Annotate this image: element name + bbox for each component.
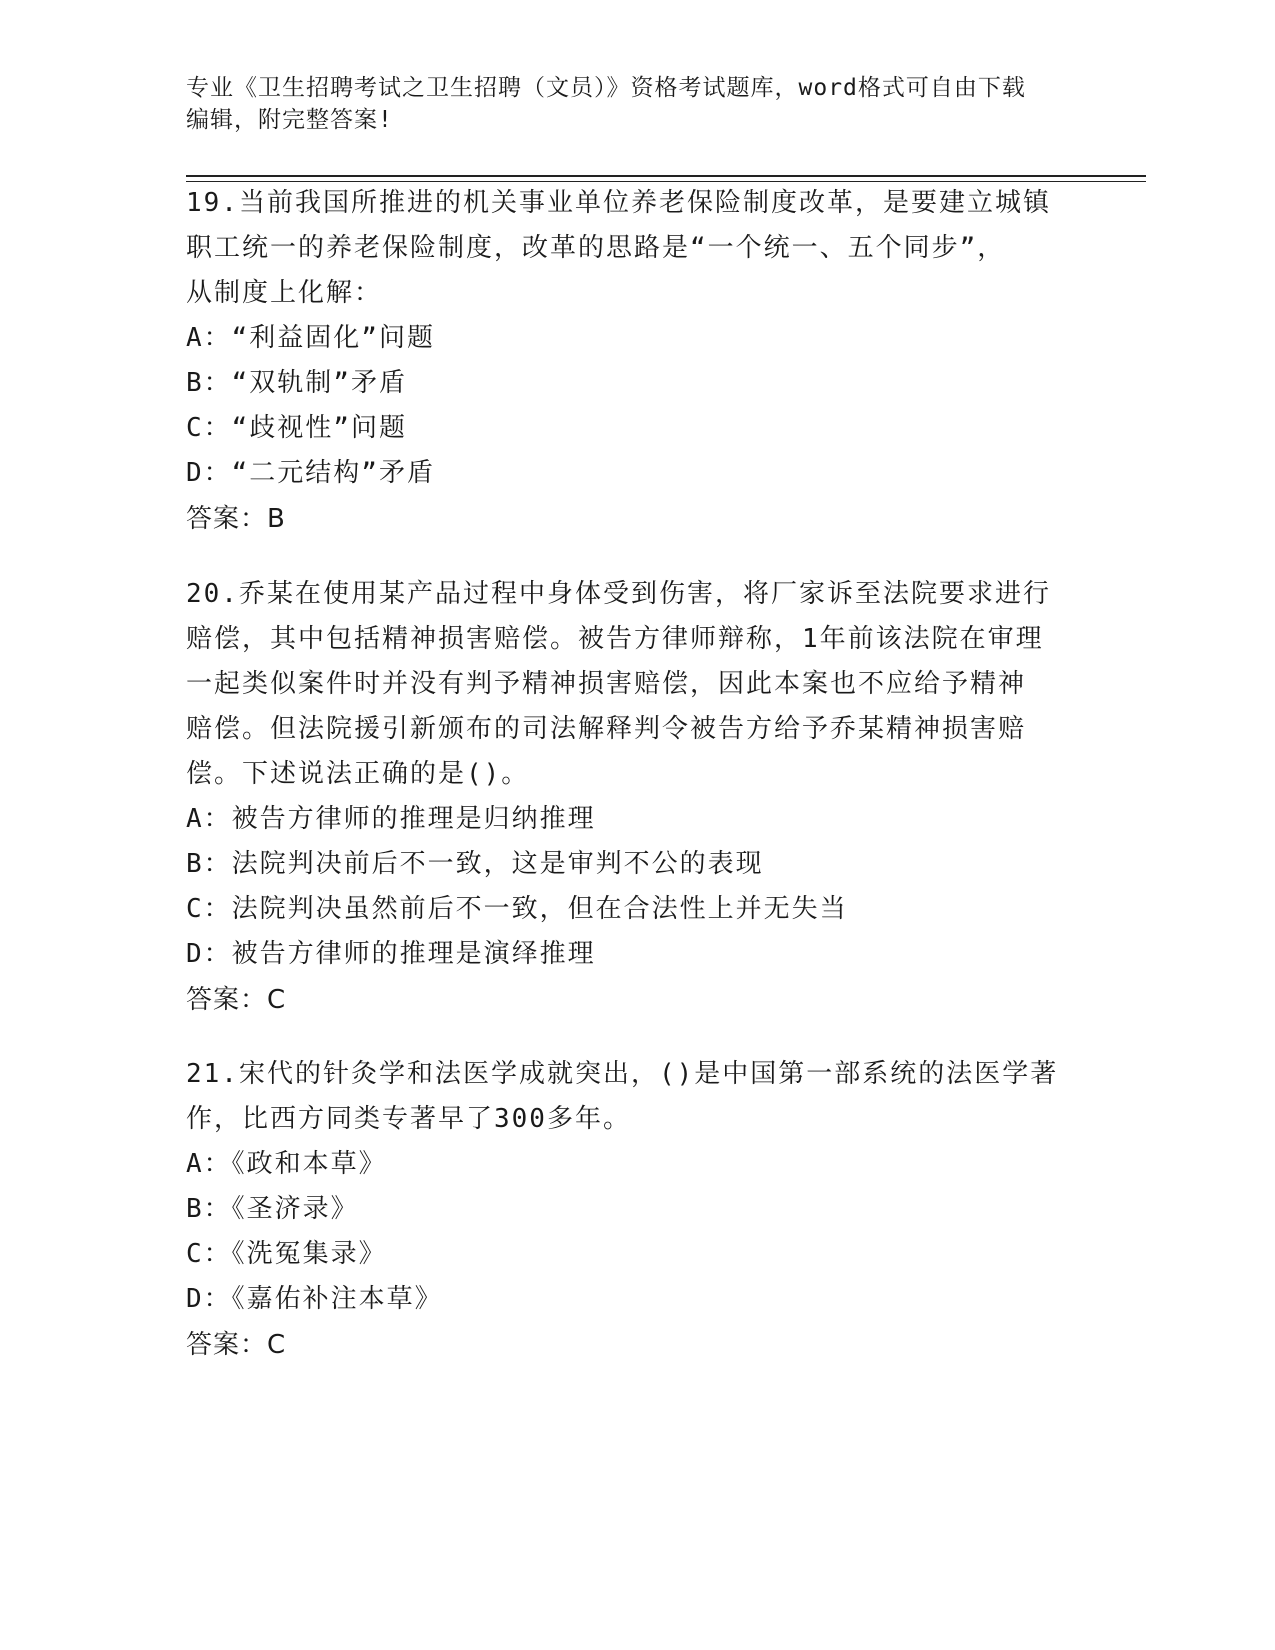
header-divider-thick [186,175,1146,177]
option-a: A：“利益固化”问题 [186,323,435,353]
answer: 答案：C [186,985,287,1015]
stem-line: 19.当前我国所推进的机关事业单位养老保险制度改革，是要建立城镇 [186,188,1051,218]
stem-line: 一起类似案件时并没有判予精神损害赔偿，因此本案也不应给予精神 [186,669,1027,699]
question-19 [186,181,1086,542]
option-c: C：“歧视性”问题 [186,413,407,443]
option-d: D：“二元结构”矛盾 [186,458,435,488]
option-d: D：《嘉佑补注本草》 [186,1284,443,1314]
stem-line: 赔偿。但法院援引新颁布的司法解释判令被告方给予乔某精神损害赔 [186,714,1027,744]
answer: 答案：C [186,1330,287,1360]
option-c: C：《洗冤集录》 [186,1239,387,1269]
question-stem [186,572,1086,797]
question-stem [186,1052,1086,1142]
question-20 [186,572,1086,1023]
option-b: B：法院判决前后不一致，这是审判不公的表现 [186,849,764,879]
stem-line: 赔偿，其中包括精神损害赔偿。被告方律师辩称，1年前该法院在审理 [186,624,1044,654]
header-line-1: 专业《卫生招聘考试之卫生招聘（文员）》资格考试题库，word格式可自由下载 [186,75,1026,101]
option-a: A：《政和本草》 [186,1149,387,1179]
stem-line: 职工统一的养老保险制度，改革的思路是“一个统一、五个同步”， [186,233,1006,263]
stem-line: 偿。下述说法正确的是()。 [186,759,530,789]
stem-line: 从制度上化解： [186,278,383,308]
answer: 答案：B [186,504,286,534]
option-d: D：被告方律师的推理是演绎推理 [186,939,596,969]
question-21 [186,1052,1086,1368]
document-header [186,72,1086,136]
option-b: B：《圣济录》 [186,1194,359,1224]
stem-line: 作，比西方同类专著早了300多年。 [186,1104,631,1134]
question-stem [186,181,1086,316]
stem-line: 20.乔某在使用某产品过程中身体受到伤害，将厂家诉至法院要求进行 [186,579,1051,609]
option-a: A：被告方律师的推理是归纳推理 [186,804,596,834]
header-line-2: 编辑，附完整答案! [186,107,393,133]
option-b: B：“双轨制”矛盾 [186,368,407,398]
option-c: C：法院判决虽然前后不一致，但在合法性上并无失当 [186,894,848,924]
stem-line: 21.宋代的针灸学和法医学成就突出，()是中国第一部系统的法医学著 [186,1059,1059,1089]
